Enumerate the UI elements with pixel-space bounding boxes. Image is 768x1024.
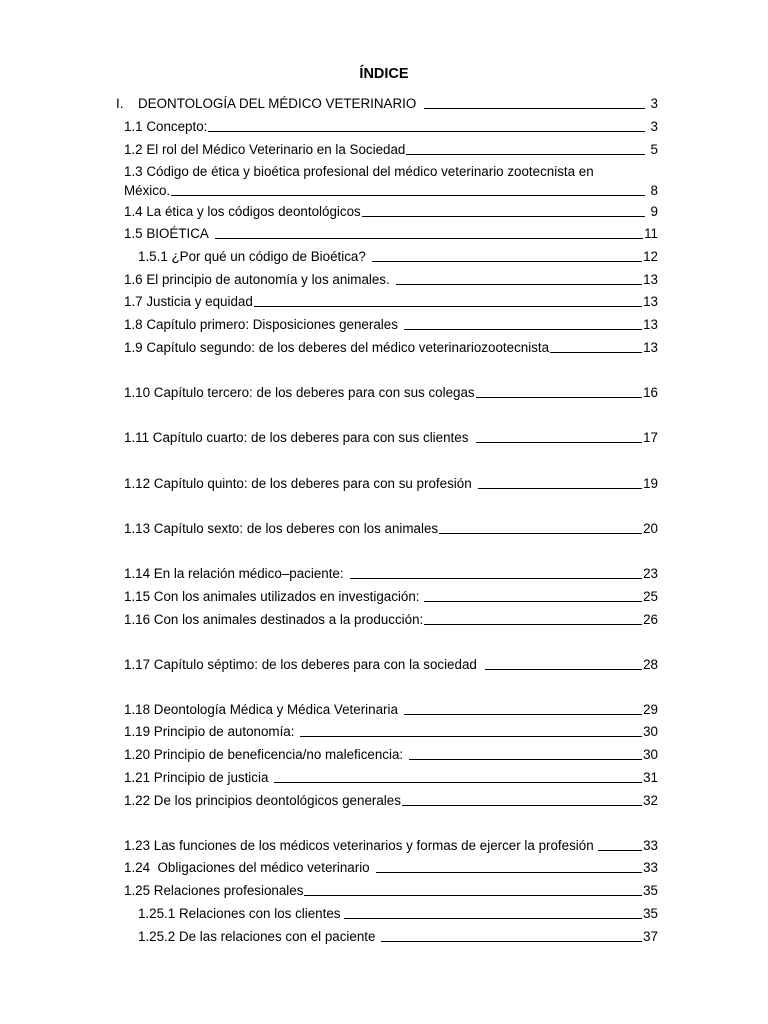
toc-entry-text: 1.7 Justicia y equidad xyxy=(124,294,253,309)
toc-page-number: 3 xyxy=(650,119,658,134)
toc-entry-text: 1.6 El principio de autonomía y los animales. xyxy=(124,272,390,287)
toc-page-number: 17 xyxy=(643,430,658,445)
toc-entry[interactable] xyxy=(124,270,658,290)
toc-entry-text: 1.25.1 Relaciones con los clientes xyxy=(138,906,341,921)
toc-entry[interactable] xyxy=(124,519,658,539)
toc-entry-text-continued: México. xyxy=(124,183,171,198)
toc-leader xyxy=(424,587,643,602)
toc-entry-text: 1.12 Capítulo quinto: de los deberes para con su profesión xyxy=(124,476,472,491)
toc-entry[interactable] xyxy=(124,858,658,878)
toc-leader xyxy=(485,655,642,670)
toc-leader xyxy=(304,881,642,896)
toc-leader xyxy=(439,519,642,534)
toc-entry-text: 1.9 Capítulo segundo: de los deberes del médico veterinariozootecnista xyxy=(124,340,550,355)
toc-leader xyxy=(406,140,645,155)
toc-entry-text: 1.17 Capítulo séptimo: de los deberes para con la sociedad xyxy=(124,657,477,672)
toc-page-number: 29 xyxy=(643,702,658,717)
toc-page-number: 11 xyxy=(644,226,658,241)
toc-entry[interactable] xyxy=(124,655,658,675)
toc-page-number: 33 xyxy=(643,838,658,853)
toc-leader xyxy=(424,610,642,625)
toc-entry[interactable] xyxy=(124,587,658,607)
toc-entry-text: 1.2 El rol del Médico Veterinario en la Sociedad xyxy=(124,142,406,157)
toc-page-number: 8 xyxy=(650,183,658,198)
toc-leader xyxy=(300,722,642,737)
toc-entry-text: 1.3 Código de ética y bioética profesional del médico veterinario zootecnista en xyxy=(124,164,594,179)
toc-leader xyxy=(478,474,642,489)
toc-entry[interactable] xyxy=(124,881,658,901)
toc-entry[interactable] xyxy=(124,722,658,742)
toc-entry[interactable] xyxy=(124,564,658,584)
toc-leader xyxy=(550,338,642,353)
toc-entry[interactable] xyxy=(124,224,658,244)
toc-entry-text: 1.16 Con los animales destinados a la producción: xyxy=(124,612,424,627)
toc-leader xyxy=(476,383,642,398)
toc-entry[interactable] xyxy=(124,791,658,811)
toc-entry-text: 1.22 De los principios deontológicos generales xyxy=(124,793,401,808)
toc-leader xyxy=(274,768,642,783)
toc-entry[interactable] xyxy=(124,836,658,856)
toc-entry-text: 1.23 Las funciones de los médicos veterinarios y formas de ejercer la profesión xyxy=(124,838,594,853)
toc-page-number: 5 xyxy=(650,142,658,157)
toc-entry-number: I. xyxy=(116,96,124,111)
toc-leader xyxy=(381,927,642,942)
toc-page-number: 9 xyxy=(650,204,658,219)
toc-page-number: 25 xyxy=(643,589,658,604)
toc-page-number: 37 xyxy=(643,929,658,944)
toc-page-number: 28 xyxy=(643,657,658,672)
toc-leader xyxy=(409,745,642,760)
toc-entry-text: 1.25 Relaciones profesionales xyxy=(124,883,304,898)
toc-page-number: 13 xyxy=(643,294,658,309)
toc-page-number: 13 xyxy=(643,317,658,332)
toc-entry[interactable] xyxy=(124,700,658,720)
toc-entry-text: 1.8 Capítulo primero: Disposiciones generales xyxy=(124,317,398,332)
toc-entry-text: 1.25.2 De las relaciones con el paciente xyxy=(138,929,376,944)
toc-entry-text: DEONTOLOGÍA DEL MÉDICO VETERINARIO xyxy=(138,96,417,111)
toc-leader xyxy=(362,202,645,217)
toc-leader xyxy=(476,428,642,443)
toc-entry-text: 1.1 Concepto: xyxy=(124,119,208,134)
toc-entry[interactable] xyxy=(124,162,658,202)
toc-page-number: 20 xyxy=(643,521,658,536)
toc-entry[interactable] xyxy=(124,610,658,630)
toc-page-number: 30 xyxy=(643,747,658,762)
page-title: ÍNDICE xyxy=(359,66,409,82)
toc-page-number: 12 xyxy=(643,249,658,264)
toc-page-number: 23 xyxy=(643,566,658,581)
toc-entry[interactable] xyxy=(116,94,658,114)
toc-leader xyxy=(402,791,642,806)
toc-entry[interactable] xyxy=(124,474,658,494)
toc-page-number: 3 xyxy=(650,96,658,111)
toc-page-number: 32 xyxy=(643,793,658,808)
toc-leader xyxy=(208,117,645,132)
toc-entry[interactable] xyxy=(124,428,658,448)
toc-entry-text: 1.4 La ética y los códigos deontológicos xyxy=(124,204,361,219)
toc-entry-text: 1.5.1 ¿Por qué un código de Bioética? xyxy=(138,249,366,264)
toc-entry-text: 1.11 Capítulo cuarto: de los deberes para con sus clientes xyxy=(124,430,469,445)
toc-page-number: 35 xyxy=(643,906,658,921)
toc-entry-text: 1.20 Principio de beneficencia/no maleficencia: xyxy=(124,747,404,762)
toc-entry[interactable] xyxy=(124,338,658,358)
toc-leader xyxy=(350,564,642,579)
toc-leader xyxy=(344,904,642,919)
toc-leader xyxy=(424,94,645,109)
toc-entry[interactable] xyxy=(124,768,658,788)
toc-entry-text: 1.5 BIOÉTICA xyxy=(124,226,209,241)
toc-entry-text: 1.18 Deontología Médica y Médica Veterinaria xyxy=(124,702,398,717)
toc-entry-text: 1.21 Principio de justicia xyxy=(124,770,269,785)
toc-page-number: 16 xyxy=(643,385,658,400)
toc-entry-text: 1.10 Capítulo tercero: de los deberes para con sus colegas xyxy=(124,385,475,400)
toc-leader xyxy=(376,858,642,873)
toc-entry-text: 1.13 Capítulo sexto: de los deberes con los animales xyxy=(124,521,439,536)
toc-entry[interactable] xyxy=(124,140,658,160)
toc-entry[interactable] xyxy=(138,247,658,267)
toc-entry-text: 1.15 Con los animales utilizados en investigación: xyxy=(124,589,420,604)
toc-leader xyxy=(404,700,642,715)
toc-leader xyxy=(372,247,642,262)
toc-entry[interactable] xyxy=(124,745,658,765)
toc-entry[interactable] xyxy=(124,292,658,312)
toc-page-number: 13 xyxy=(643,272,658,287)
toc-leader xyxy=(598,836,642,851)
toc-page-number: 35 xyxy=(643,883,658,898)
toc-entry[interactable] xyxy=(124,383,658,403)
toc-entry[interactable] xyxy=(138,904,658,924)
toc-page-number: 30 xyxy=(643,724,658,739)
toc-entry-text: 1.14 En la relación médico–paciente: xyxy=(124,566,344,581)
toc-entry[interactable] xyxy=(124,117,658,137)
toc-page-number: 13 xyxy=(643,340,658,355)
toc-entry[interactable] xyxy=(124,315,658,335)
toc-leader xyxy=(254,292,642,307)
toc-entry[interactable] xyxy=(124,202,658,222)
toc-leader xyxy=(215,224,643,239)
toc-page-number: 33 xyxy=(643,860,658,875)
toc-entry[interactable] xyxy=(138,927,658,947)
toc-leader xyxy=(171,181,645,196)
toc-entry-text: 1.24 Obligaciones del médico veterinario xyxy=(124,860,370,875)
toc-page-number: 31 xyxy=(643,770,658,785)
toc-page-number: 19 xyxy=(643,476,658,491)
toc-page-number: 26 xyxy=(643,612,658,627)
toc-leader xyxy=(396,270,642,285)
toc-entry-text: 1.19 Principio de autonomía: xyxy=(124,724,295,739)
toc-leader xyxy=(404,315,642,330)
